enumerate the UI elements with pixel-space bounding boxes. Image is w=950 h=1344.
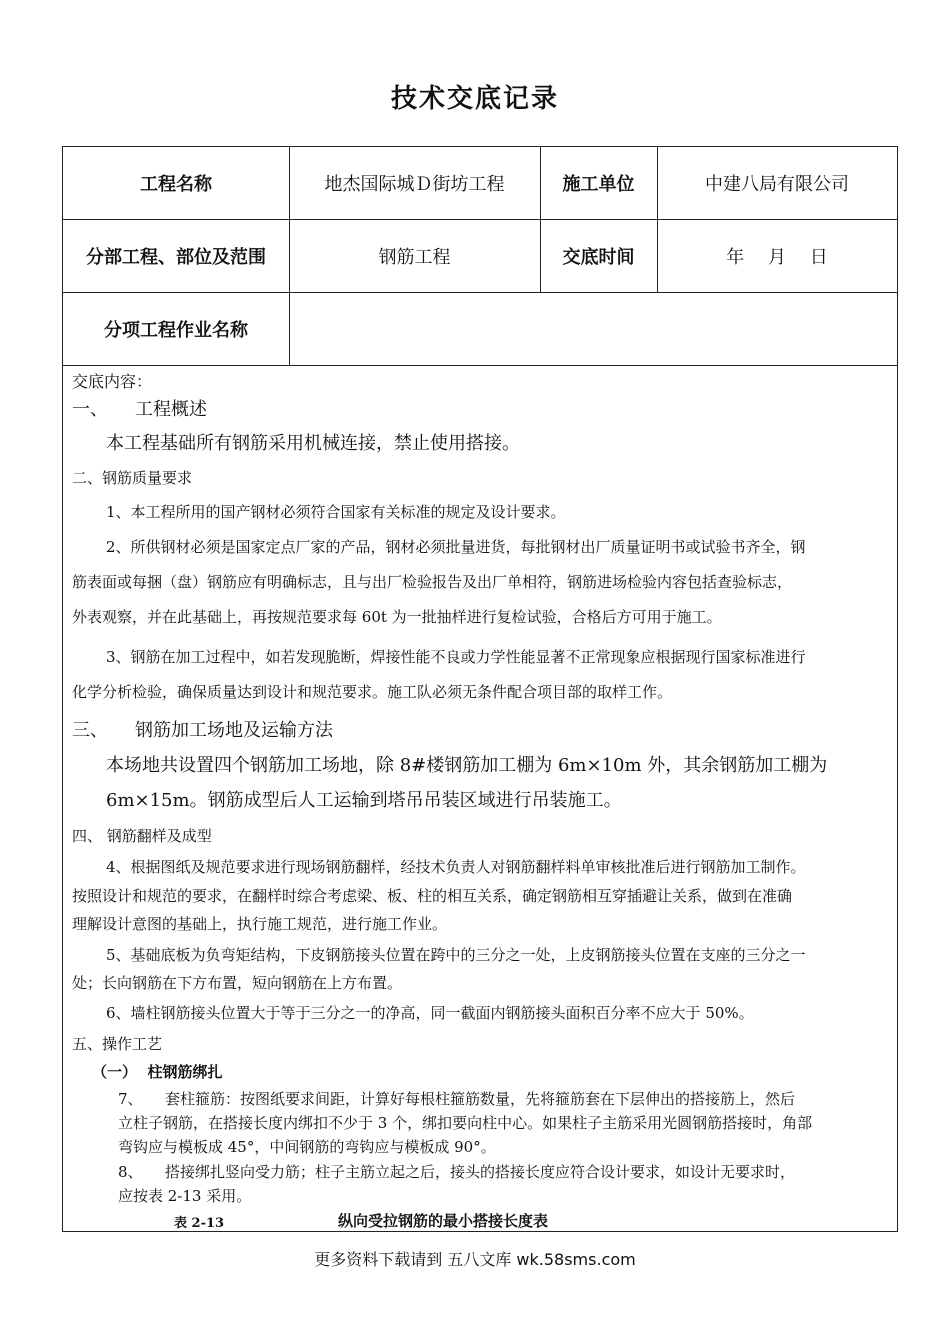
subsection-1-heading: （一） 柱钢筋绑扎: [92, 1063, 223, 1081]
paragraph-2-line: 外表观察，并在此基础上，再按规范要求每 60t 为一批抽样进行复检试验，合格后方可用于施工。: [72, 608, 722, 626]
paragraph-3-line: 化学分析检验，确保质量达到设计和规范要求。施工队必须无条件配合项目部的取样工作。: [72, 683, 673, 701]
paragraph-8-line: 应按表 2-13 采用。: [118, 1187, 252, 1205]
document-title: 技术交底记录: [390, 84, 559, 114]
contractor-value: 中建八局有限公司: [705, 174, 849, 195]
paragraph-4-line: 理解设计意图的基础上，执行施工规范，进行施工作业。: [72, 915, 448, 933]
paragraph-2-line: 2、所供钢材必须是国家定点厂家的产品，钢材必须批量进货，每批钢材出厂质量证明书或试验书齐全，钢: [106, 538, 806, 556]
section-5-heading: 五、操作工艺: [72, 1035, 163, 1053]
contractor-label: 施工单位: [562, 174, 635, 195]
section-3-heading: 三、 钢筋加工场地及运输方法: [72, 720, 333, 741]
paragraph-5-line: 处；长向钢筋在下方布置，短向钢筋在上方布置。: [72, 974, 403, 992]
subitem-label: 分项工程作业名称: [104, 320, 248, 341]
content-intro: 交底内容：: [72, 372, 153, 391]
paragraph-7-line: 7、 套柱箍筋：按图纸要求间距，计算好每根柱箍筋数量，先将箍筋套在下层伸出的搭接筋上，然后: [118, 1090, 796, 1108]
section-3-line: 本场地共设置四个钢筋加工场地，除 8#楼钢筋加工棚为 6m×10m 外，其余钢筋加工棚为: [106, 755, 828, 776]
paragraph-8-line: 8、 搭接绑扎竖向受力筋；柱子主筋立起之后，接头的搭接长度应符合设计要求，如设计无要求时，: [118, 1163, 796, 1181]
paragraph-3-line: 3、钢筋在加工过程中，如若发现脆断，焊接性能不良或力学性能显著不正常现象应根据现行国家标准进行: [106, 648, 806, 666]
table-number: 表 2-13: [174, 1216, 225, 1231]
footer-text: 更多资料下载请到 五八文库 wk.58sms.com: [314, 1250, 636, 1269]
project-name-label: 工程名称: [140, 174, 212, 195]
project-name-value: 地杰国际城Ｄ街坊工程: [324, 174, 505, 195]
paragraph-6: 6、墙柱钢筋接头位置大于等于三分之一的净高，同一截面内钢筋接头面积百分率不应大于 50%。: [106, 1004, 754, 1022]
paragraph-1: 1、本工程所用的国产钢材必须符合国家有关标准的规定及设计要求。: [106, 503, 566, 521]
paragraph-4-line: 4、根据图纸及规范要求进行现场钢筋翻样，经技术负责人对钢筋翻样料单审核批准后进行钢筋加工制作。: [106, 858, 806, 876]
section-1-text: 本工程基础所有钢筋采用机械连接，禁止使用搭接。: [106, 433, 520, 454]
section-1-heading: 一、 工程概述: [72, 399, 207, 420]
paragraph-7-line: 立柱子钢筋，在搭接长度内绑扣不少于 3 个，绑扣要向柱中心。如果柱子主筋采用光圆钢筋搭接时，角部: [118, 1114, 813, 1132]
section-3-line: 6m×15m。钢筋成型后人工运输到塔吊吊装区域进行吊装施工。: [106, 790, 622, 811]
paragraph-7-line: 弯钩应与模板成 45°，中间钢筋的弯钩应与模板成 90°。: [118, 1138, 496, 1156]
division-label: 分部工程、部位及范围: [86, 247, 266, 268]
date-value: 年 月 日: [726, 247, 828, 268]
row-divider: [63, 365, 897, 366]
paragraph-5-line: 5、基础底板为负弯矩结构，下皮钢筋接头位置在跨中的三分之一处，上皮钢筋接头位置在支座的三分之一: [106, 946, 806, 964]
section-2-heading: 二、钢筋质量要求: [72, 469, 193, 487]
division-value: 钢筋工程: [378, 247, 451, 268]
date-label: 交底时间: [562, 247, 635, 268]
table-title: 纵向受拉钢筋的最小搭接长度表: [338, 1212, 549, 1230]
section-4-heading: 四、 钢筋翻样及成型: [72, 827, 212, 845]
subitem-value: [289, 293, 897, 365]
paragraph-2-line: 筋表面或每捆（盘）钢筋应有明确标志，且与出厂检验报告及出厂单相符，钢筋进场检验内容包括查验标志，: [72, 573, 793, 591]
paragraph-4-line: 按照设计和规范的要求，在翻样时综合考虑梁、板、柱的相互关系，确定钢筋相互穿插避让关系，做到在准确: [72, 887, 793, 905]
